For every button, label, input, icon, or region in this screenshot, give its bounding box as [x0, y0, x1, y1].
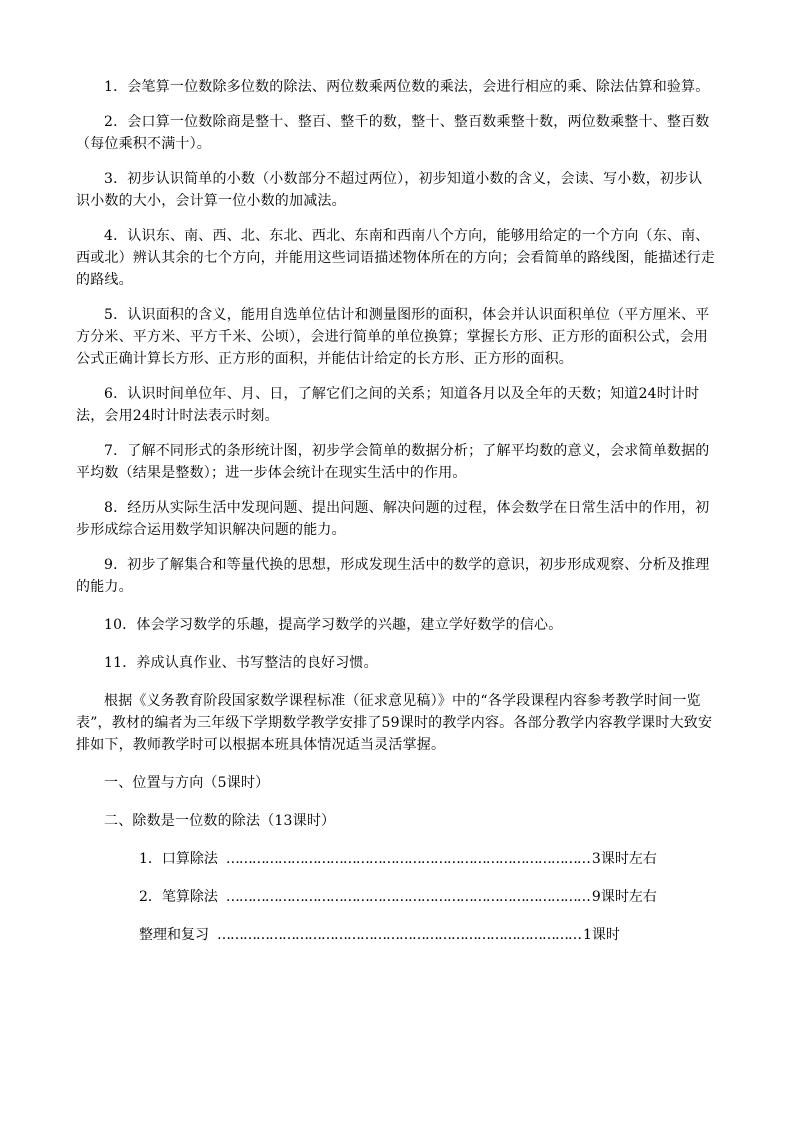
objective-8: 8．经历从实际生活中发现问题、提出问题、解决问题的过程，体会数学在日常生活中的作用，初步形成综合运用数学知识解决问题的能力。 [76, 500, 710, 538]
objective-9: 9．初步了解集合和等量代换的思想，形成发现生活中的数学的意识，初步形成观察、分析及推理的能力。 [76, 557, 710, 595]
toc-leader: ………………………………………………………………………… [217, 927, 581, 943]
toc-row [139, 924, 620, 946]
objective-11: 11．养成认真作业、书写整洁的良好习惯。 [104, 655, 378, 671]
unit-1-heading: 一、位置与方向（5课时） [104, 775, 270, 791]
toc-row [139, 848, 657, 870]
objective-6: 6．认识时间单位年、月、日，了解它们之间的关系；知道各月以及全年的天数；知道24时计时法，会用24时计时法表示时刻。 [76, 386, 700, 424]
objective-1: 1．会笔算一位数除多位数的除法、两位数乘两位数的乘法，会进行相应的乘、除法估算和验算。 [104, 79, 710, 95]
objective-2: 2．会口算一位数除商是整十、整百、整千的数，整十、整百数乘整十数，两位数乘整十、整百数（每位乘积不满十）。 [76, 114, 710, 152]
toc-hours: 3课时左右 [591, 851, 657, 867]
toc-hours: 9课时左右 [591, 889, 657, 905]
toc-leader: ………………………………………………………………………… [225, 851, 590, 867]
toc-leader: ………………………………………………………………………… [225, 889, 590, 905]
toc-row [139, 886, 657, 908]
objective-10: 10．体会学习数学的乐趣，提高学习数学的兴趣，建立学好数学的信心。 [104, 617, 563, 633]
objective-5: 5．认识面积的含义，能用自选单位估计和测量图形的面积，体会并认识面积单位（平方厘米、平方分米、平方米、平方千米、公顷），会进行简单的单位换算；掌握长方形、正方形的面积公式，会用公式正确计算长方形、正方形的面积，并能估计给定的长方形、正方形的面积。 [76, 307, 710, 367]
toc-label: 整理和复习 [139, 927, 209, 943]
unit-2-heading: 二、除数是一位数的除法（13课时） [104, 813, 336, 829]
objective-7: 7．了解不同形式的条形统计图，初步学会简单的数据分析；了解平均数的意义，会求简单数据的平均数（结果是整数）；进一步体会统计在现实生活中的作用。 [76, 443, 710, 481]
objective-4: 4．认识东、南、西、北、东北、西北、东南和西南八个方向，能够用给定的一个方向（东、南、西或北）辨认其余的七个方向，并能用这些词语描述物体所在的方向；会看简单的路线图，能描述行走的路线。 [76, 228, 715, 288]
toc-label: 1．口算除法 [139, 851, 218, 867]
schedule-intro: 根据《义务教育阶段国家数学课程标准（征求意见稿）》中的“各学段课程内容参考教学时间一览表”，教材的编者为三年级下学期数学教学安排了59课时的教学内容。各部分教学内容教学课时大致安排如下，教师教学时可以根据本班具体情况适当灵活掌握。 [76, 693, 713, 753]
objective-3: 3．初步认识简单的小数（小数部分不超过两位），初步知道小数的含义，会读、写小数，初步认识小数的大小，会计算一位小数的加减法。 [76, 171, 703, 209]
toc-hours: 1课时 [583, 927, 620, 943]
toc-label: 2．笔算除法 [139, 889, 218, 905]
